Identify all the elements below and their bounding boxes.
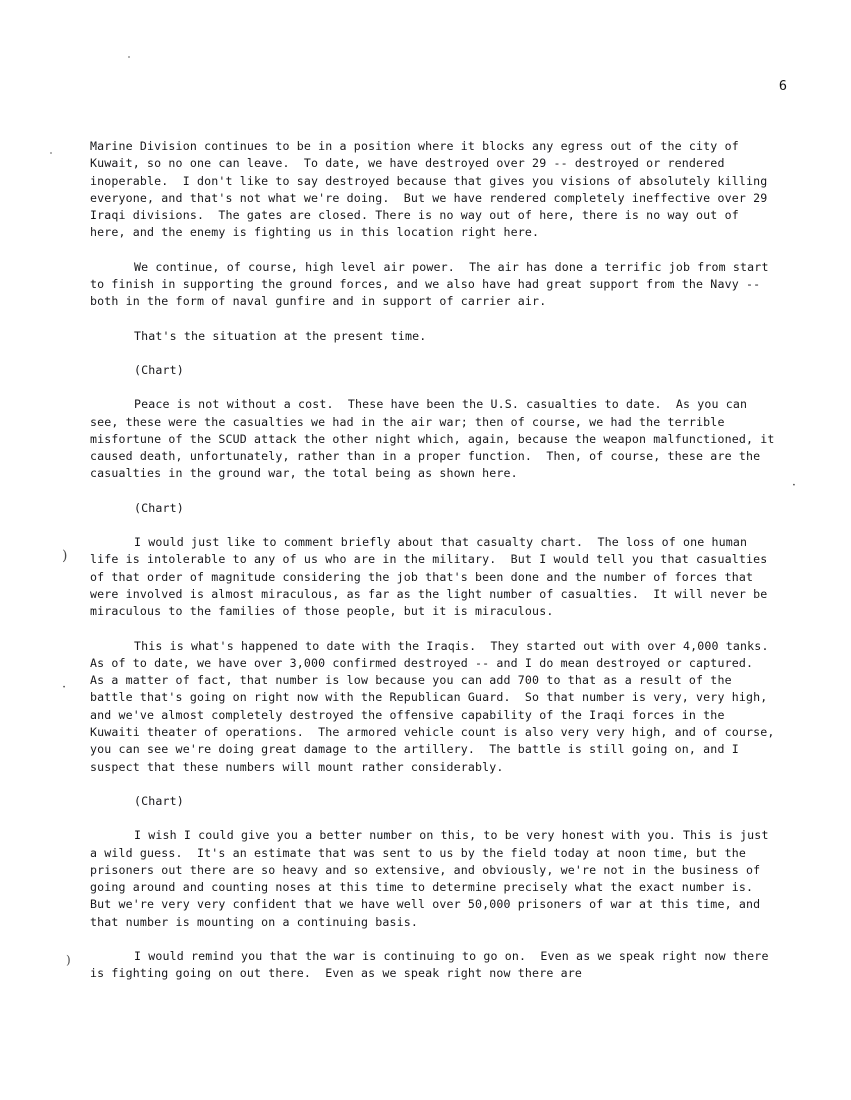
transcript-body <box>90 138 783 983</box>
page-number: 6 <box>778 78 787 94</box>
paragraph: That's the situation at the present time. <box>134 328 427 343</box>
margin-mark-paren-lower: ) <box>66 953 71 967</box>
scan-speck <box>50 152 52 154</box>
paragraph: We continue, of course, high level air power. The air has done a terrific job from start to finish in supporting the ground forces, and we also have had great support from the Navy -- both in the form of naval gunfire and in support of carrier air. <box>90 259 776 309</box>
paragraph: I would remind you that the war is continuing to go on. Even as we speak right now there is fighting going on out there. Even as we speak right now there are <box>90 948 776 981</box>
paragraph: I wish I could give you a better number on this, to be very honest with you. This is just a wild guess. It's an estimate that was sent to us by the field today at noon time, but the prisoners out there are so heavy and so extensive, and obviously, we're not in the business of going around and counting noses at this time to determine precisely what the exact number is. But we're very very confident that we have well over 50,000 prisoners of war at this time, and that number is mounting on a continuing basis. <box>90 828 776 929</box>
paragraph: This is what's happened to date with the Iraqis. They started out with over 4,000 tanks. As of to date, we have over 3,000 confirmed destroyed -- and I do mean destroyed or captured. As a matter of fact, that number is low because you can add 700 to that as a result of the battle that's going on right now with the Republican Guard. So that number is very, very high, and we've almost completely destroyed the offensive capability of the Iraqi forces in the Kuwaiti theater of operations. The armored vehicle count is also very very high, and of course, you can see we're doing great damage to the artillery. The battle is still going on, and I suspect that these numbers will mount rather considerably. <box>90 638 783 774</box>
margin-mark-paren-upper: ) <box>62 548 68 564</box>
paragraph: Peace is not without a cost. These have been the U.S. casualties to date. As you can see, these were the casualties we had in the air war; then of course, we had the terrible misfortune of the SCUD attack the other night which, again, because the weapon malfunctioned, it caused death, unfortunately, rather than in a proper function. Then, of course, these are the casualties in the ground war, the total being as shown here. <box>90 397 782 481</box>
chart-placeholder: (Chart) <box>134 793 184 808</box>
chart-placeholder: (Chart) <box>134 362 184 377</box>
paragraph: Marine Division continues to be in a position where it blocks any egress out of the city of Kuwait, so no one can leave. To date, we have destroyed over 29 -- destroyed or rendered inoperable. I don't like to say destroyed because that gives you visions of absolutely killing everyone, and that's not what we're doing. But we have rendered completely ineffective over 29 Iraqi divisions. The gates are closed. There is no way out of here, there is no way out of here, and the enemy is fighting us in this location right here. <box>90 139 775 240</box>
margin-mark-dot-left: · <box>62 680 67 695</box>
scan-speck <box>128 56 130 58</box>
chart-placeholder: (Chart) <box>134 500 184 515</box>
paragraph: I would just like to comment briefly about that casualty chart. The loss of one human life is intolerable to any of us who are in the military. But I would tell you that casualties of that order of magnitude considering the job that's been done and the number of forces that were involved is almost miraculous, as far as the light number of casualties. It will never be miraculous to the families of those people, but it is miraculous. <box>90 535 775 619</box>
margin-mark-dot-right: · <box>791 478 796 493</box>
